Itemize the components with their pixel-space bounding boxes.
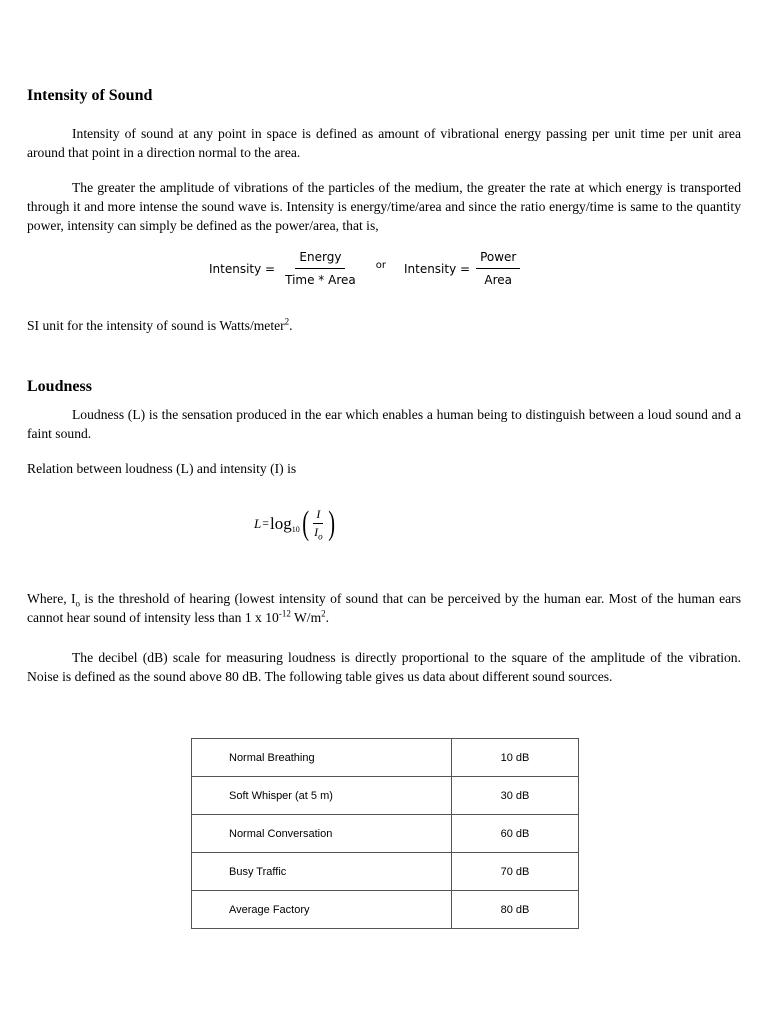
ratio-denominator-subscript: o (318, 531, 323, 542)
sound-sources-table (191, 738, 579, 929)
threshold-paragraph (27, 589, 741, 627)
loudness-definition-paragraph: Loudness (L) is the sensation produced in the ear which enables a human being to distinguish between a loud sound and a faint sound. (27, 407, 741, 441)
ratio-denominator-symbol: I (314, 525, 319, 539)
right-paren: ) (327, 504, 335, 542)
intensity-heading: Intensity of Sound (27, 87, 153, 104)
formula-or: or (375, 260, 386, 271)
energy-fraction (281, 250, 360, 287)
table-row (192, 739, 579, 777)
formula-lhs-2: Intensity = (403, 261, 471, 276)
source-cell: Soft Whisper (at 5 m) (192, 777, 452, 815)
threshold-text-c: W/m (290, 610, 322, 625)
equation-lhs: L (254, 515, 262, 531)
source-cell: Normal Conversation (192, 815, 452, 853)
si-unit-exponent: 2 (284, 316, 290, 327)
si-unit-paragraph (27, 316, 741, 335)
table-row (192, 815, 579, 853)
threshold-subscript: o (75, 598, 81, 609)
level-cell: 30 dB (452, 777, 579, 815)
intensity-ratio (311, 506, 326, 541)
power-fraction (476, 250, 520, 287)
source-cell: Average Factory (192, 891, 452, 929)
level-cell: 80 dB (452, 891, 579, 929)
table-row (192, 853, 579, 891)
intensity-formula (209, 250, 520, 287)
equation-equals: = (262, 516, 270, 530)
threshold-text-d: . (325, 610, 330, 625)
ratio-denominator (311, 524, 326, 541)
source-cell: Busy Traffic (192, 853, 452, 891)
level-cell: 10 dB (452, 739, 579, 777)
energy-numerator: Energy (295, 250, 345, 269)
threshold-unit-exponent: 2 (321, 608, 326, 619)
threshold-exponent: -12 (278, 608, 291, 619)
ratio-numerator: I (313, 506, 323, 524)
power-numerator: Power (476, 250, 520, 269)
equation-log-base: 10 (291, 525, 300, 534)
si-unit-text: SI unit for the intensity of sound is Watts/meter (27, 318, 285, 333)
si-unit-period: . (289, 318, 293, 333)
loudness-relation-text: Relation between loudness (L) and intensity (I) is (27, 461, 297, 476)
left-paren: ( (302, 504, 309, 542)
intensity-amplitude-paragraph: The greater the amplitude of vibrations of the particles of the medium, the greater the rate at which energy is transported through it and more intense the sound wave is. Intensity is energy/time/area and since the ratio energy/time is same to the quantity power, intensity can simply be defined as the power/area, that is, (27, 180, 741, 233)
threshold-text-b: is the threshold of hearing (lowest intensity of sound that can be perceived by the human ear. Most of the human ears cannot hear sound of intensity less than 1 x 10 (27, 591, 742, 625)
level-cell: 60 dB (452, 815, 579, 853)
threshold-text-a: Where, I (27, 591, 76, 606)
level-cell: 70 dB (452, 853, 579, 891)
equation-log: log (270, 513, 292, 533)
source-cell: Normal Breathing (192, 739, 452, 777)
table-row (192, 777, 579, 815)
time-area-denominator: Time * Area (285, 273, 356, 287)
loudness-heading: Loudness (27, 378, 92, 395)
decibel-paragraph: The decibel (dB) scale for measuring loudness is directly proportional to the square of the amplitude of the vibration. Noise is defined as the sound above 80 dB. The following table gives us data about different sound sources. (27, 650, 741, 684)
area-denominator: Area (484, 273, 513, 287)
table-row (192, 891, 579, 929)
intensity-definition-paragraph: Intensity of sound at any point in space is defined as amount of vibrational energy passing per unit time per unit area around that point in a direction normal to the area. (27, 126, 741, 160)
formula-lhs-1: Intensity = (209, 261, 276, 276)
loudness-equation (254, 506, 337, 541)
